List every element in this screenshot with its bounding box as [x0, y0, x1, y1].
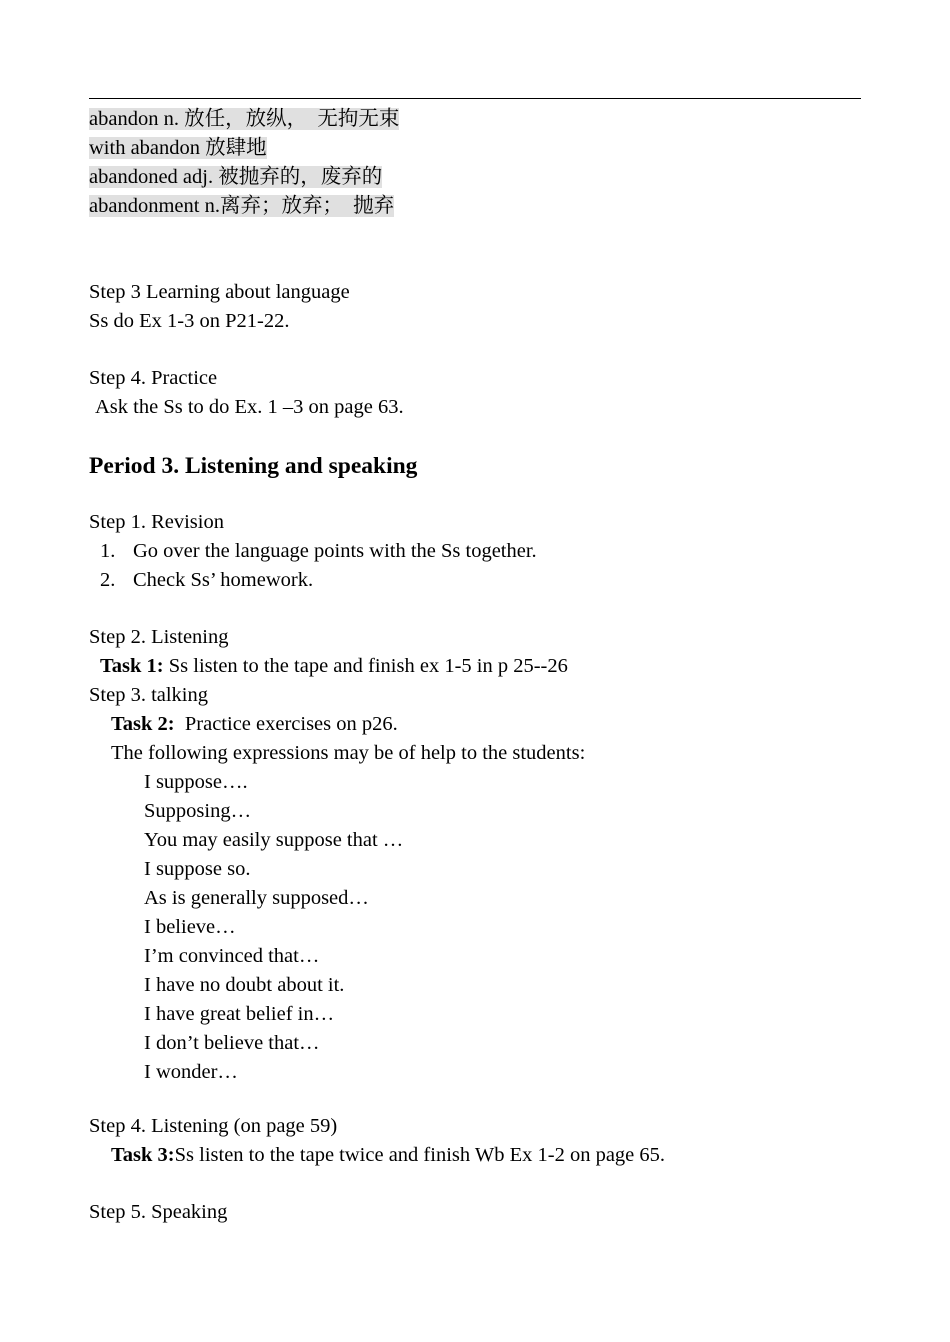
expression-item: As is generally supposed…	[144, 887, 369, 909]
expression-item: I believe…	[144, 916, 236, 938]
header-rule	[89, 98, 861, 99]
task-text: Ss listen to the tape twice and finish Wb Ex 1-2 on page 65.	[174, 1144, 666, 1166]
task-label: Task 3:	[111, 1144, 175, 1166]
expression-item: I have no doubt about it.	[144, 974, 345, 996]
expression-item: I suppose so.	[144, 858, 251, 880]
step-title: Step 3. talking	[89, 684, 209, 706]
step-title: Step 4. Listening (on page 59)	[89, 1115, 338, 1137]
step-text: Ss do Ex 1-3 on P21-22.	[89, 310, 290, 332]
step-text: Ask the Ss to do Ex. 1 –3 on page 63.	[95, 396, 404, 418]
task-label: Task 1:	[100, 655, 164, 677]
expression-item: I wonder…	[144, 1061, 238, 1083]
step-title: Step 1. Revision	[89, 511, 224, 533]
list-item	[100, 537, 537, 566]
expression-item: I’m convinced that…	[144, 945, 320, 967]
vocab-line: abandonment n.离弃；放弃； 抛弃	[89, 195, 395, 217]
expression-item: Supposing…	[144, 800, 252, 822]
task-label: Task 2:	[111, 713, 175, 735]
list-item-text: Check Ss’ homework.	[133, 569, 314, 591]
task-line	[111, 710, 398, 739]
vocab-line: abandoned adj. 被抛弃的，废弃的	[89, 166, 383, 188]
section-heading: Period 3. Listening and speaking	[89, 453, 418, 479]
task-line	[100, 652, 568, 681]
list-item	[100, 566, 313, 595]
list-item-text: Go over the language points with the Ss together.	[133, 540, 537, 562]
step-title: Step 2. Listening	[89, 626, 229, 648]
step-title: Step 3 Learning about language	[89, 281, 350, 303]
task-text: Ss listen to the tape and finish ex 1-5 in p 25--26	[163, 655, 568, 677]
expression-item: I don’t believe that…	[144, 1032, 320, 1054]
step-title: Step 5. Speaking	[89, 1201, 228, 1223]
vocab-line: with abandon 放肆地	[89, 137, 267, 159]
list-number: 1.	[100, 540, 116, 562]
expression-item: I have great belief in…	[144, 1003, 335, 1025]
intro-text: The following expressions may be of help to the students:	[111, 742, 586, 764]
list-number: 2.	[100, 569, 116, 591]
task-text: Practice exercises on p26.	[174, 713, 398, 735]
task-line	[111, 1141, 665, 1170]
vocab-line: abandon n. 放任，放纵， 无拘无束	[89, 108, 400, 130]
expression-item: I suppose….	[144, 771, 248, 793]
expression-item: You may easily suppose that …	[144, 829, 404, 851]
step-title: Step 4. Practice	[89, 367, 218, 389]
